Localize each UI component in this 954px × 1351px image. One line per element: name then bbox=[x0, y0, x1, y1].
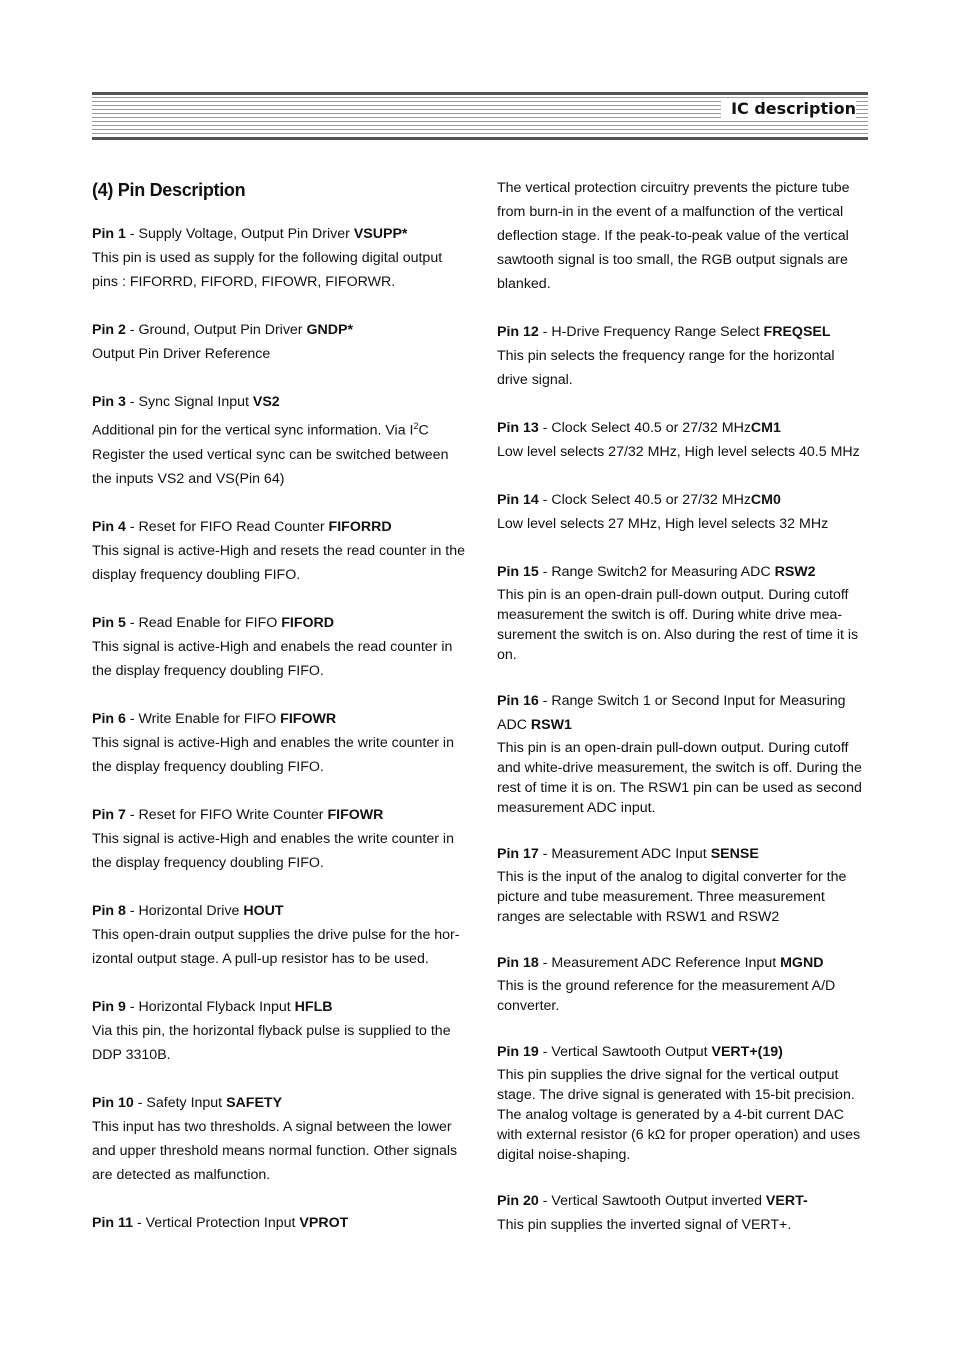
pin-signal: VS2 bbox=[252, 394, 280, 410]
header-rule bbox=[92, 137, 868, 140]
pin-entry bbox=[92, 611, 470, 683]
pin-description: Additional pin for the vertical sync information. Via $I^2C$ Register the used vertical sync can be switched between the inputs VS2 and VS(Pin 64) bbox=[92, 421, 449, 487]
pin-number: Pin 5 bbox=[92, 614, 126, 631]
pin-number: Pin 17 bbox=[497, 846, 539, 862]
pin-number: Pin 11 bbox=[92, 1214, 134, 1231]
pin-number: Pin 2 bbox=[92, 322, 126, 338]
header-rule bbox=[92, 133, 868, 134]
pin-number: Pin 4 bbox=[92, 518, 126, 535]
pin-function: - Range Switch 1 or Second Input for Measuring ADC bbox=[497, 693, 846, 733]
pin-entry bbox=[497, 488, 869, 536]
pin-signal: FIFORD bbox=[281, 614, 335, 631]
page-header bbox=[92, 92, 868, 140]
pin-number: Pin 13 bbox=[497, 420, 539, 436]
pin-number: Pin 6 bbox=[92, 710, 126, 727]
header-rule bbox=[92, 125, 868, 126]
pin-description: This signal is active-High and enables the write counter in the display frequency doubling FIFO. bbox=[92, 830, 454, 871]
pin-description: Output Pin Driver Reference bbox=[92, 346, 271, 362]
pin-description: This is the input of the analog to digital converter for the picture and tube measurement. Three measurement ranges are selectable with RSW1 and RSW2 bbox=[497, 869, 847, 925]
pin-description: Low level selects 27 MHz, High level selects 32 MHz bbox=[497, 516, 829, 532]
pin-entry bbox=[92, 1211, 470, 1235]
pin-signal: RSW1 bbox=[530, 717, 572, 733]
pin-signal: RSW2 bbox=[774, 564, 816, 580]
pin-signal: MGND bbox=[780, 955, 824, 971]
pin-function: - Vertical Sawtooth Output bbox=[538, 1044, 712, 1060]
pin-number: Pin 20 bbox=[497, 1193, 539, 1209]
pin-signal: FREQSEL bbox=[763, 324, 831, 340]
pin-description: This pin selects the frequency range for the horizontal drive signal. bbox=[497, 348, 835, 388]
pin-description: This pin supplies the inverted signal of VERT+. bbox=[497, 1217, 792, 1233]
pin-entry bbox=[497, 416, 869, 464]
pin-description: This pin is an open-drain pull-down output. During cutoff measurement the switch is off. During white drive mea-surement the switch is on. Also during the rest of time it is on. bbox=[497, 587, 859, 663]
pin-description: This signal is active-High and enabels the read counter in the display frequency doubling FIFO. bbox=[92, 638, 453, 679]
pin-signal: VSUPP* bbox=[353, 226, 408, 242]
pin-function: - Reset for FIFO Read Counter bbox=[125, 518, 329, 535]
pin-entry bbox=[92, 318, 470, 366]
pin-signal: CM1 bbox=[750, 420, 781, 436]
pin-signal: FIFORRD bbox=[328, 518, 392, 535]
pin-entry bbox=[92, 899, 470, 971]
pin-number: Pin 7 bbox=[92, 806, 126, 823]
pin-signal: SAFETY bbox=[226, 1094, 283, 1111]
pin-signal: VERT+(19) bbox=[711, 1044, 783, 1060]
pin-function: - Reset for FIFO Write Counter bbox=[125, 806, 328, 823]
pin-function: - H-Drive Frequency Range Select bbox=[538, 324, 764, 340]
pin-description: This signal is active-High and enables the write counter in the display frequency doubling FIFO. bbox=[92, 734, 454, 775]
pin-entry bbox=[497, 560, 869, 665]
pin-number: Pin 19 bbox=[497, 1044, 539, 1060]
pin-function: - Vertical Sawtooth Output inverted bbox=[538, 1193, 766, 1209]
pin-entry bbox=[497, 1189, 869, 1237]
pin-function: - Horizontal Drive bbox=[125, 902, 244, 919]
pin-number: Pin 15 bbox=[497, 564, 539, 580]
header-rule bbox=[92, 92, 868, 95]
pin-entry bbox=[92, 515, 470, 587]
pin-function: - Clock Select 40.5 or 27/32 MHz bbox=[538, 492, 751, 508]
pin-entry bbox=[92, 1091, 470, 1187]
left-column bbox=[92, 178, 470, 1259]
pin-number: Pin 8 bbox=[92, 902, 126, 919]
pin-entry bbox=[497, 1040, 869, 1165]
pin-signal: SENSE bbox=[710, 846, 759, 862]
section-title: (4) Pin Description bbox=[92, 180, 246, 200]
pin-number: Pin 12 bbox=[497, 324, 539, 340]
pin-number: Pin 1 bbox=[92, 226, 126, 242]
pin-signal: GNDP* bbox=[306, 322, 353, 338]
pin-number: Pin 10 bbox=[92, 1094, 134, 1111]
pin-entry bbox=[92, 390, 470, 491]
pin-entry bbox=[92, 222, 470, 294]
pin-description: This input has two thresholds. A signal between the lower and upper threshold means normal function. Other signals are detected as malfunction. bbox=[92, 1118, 458, 1183]
pin-description: This is the ground reference for the measurement A/D converter. bbox=[497, 978, 836, 1014]
pin-function: - Range Switch2 for Measuring ADC bbox=[538, 564, 775, 580]
header-title: IC description bbox=[721, 100, 856, 118]
pin-function: - Horizontal Flyback Input bbox=[125, 998, 295, 1015]
pin-description: Via this pin, the horizontal flyback pulse is supplied to the DDP 3310B. bbox=[92, 1022, 451, 1063]
pin-signal: HOUT bbox=[243, 902, 284, 919]
pin-function: - Write Enable for FIFO bbox=[125, 710, 281, 727]
pin-entry bbox=[497, 842, 869, 927]
pin-function: - Vertical Protection Input bbox=[133, 1214, 300, 1231]
pin-description: This pin is an open-drain pull-down output. During cutoff and white-drive measurement, the switch is off. During the rest of time it is on. The RSW1 pin can be used as second measurement ADC input. bbox=[497, 740, 862, 816]
pin-signal: FIFOWR bbox=[327, 806, 384, 823]
pin-function: - Sync Signal Input bbox=[125, 394, 253, 410]
pin-description: Low level selects 27/32 MHz, High level selects 40.5 MHz bbox=[497, 444, 860, 460]
header-rule bbox=[92, 97, 868, 98]
pin-entry bbox=[92, 803, 470, 875]
pin-entry bbox=[497, 689, 869, 818]
pin-description: This pin supplies the drive signal for the vertical output stage. The drive signal is generated with 15-bit precision. The analog voltage is generated by a 4-bit current DAC with external resistor (6 kΩ for proper operation) and uses digital noise-shaping. bbox=[497, 1067, 861, 1163]
right-column bbox=[497, 176, 869, 1261]
pin-function: - Measurement ADC Reference Input bbox=[538, 955, 781, 971]
pin-entry bbox=[497, 320, 869, 392]
pin-signal: HFLB bbox=[294, 998, 333, 1015]
pin-number: Pin 9 bbox=[92, 998, 126, 1015]
pin-entry bbox=[92, 707, 470, 779]
pin-description: This open-drain output supplies the drive pulse for the hor-izontal output stage. A pull-up resistor has to be used. bbox=[92, 926, 460, 967]
pin-function: - Ground, Output Pin Driver bbox=[125, 322, 307, 338]
pin-signal: CM0 bbox=[750, 492, 781, 508]
pin-number: Pin 18 bbox=[497, 955, 539, 971]
pin-function: - Safety Input bbox=[133, 1094, 227, 1111]
pin-signal: VERT- bbox=[765, 1193, 808, 1209]
header-rule bbox=[92, 129, 868, 130]
pin-number: Pin 3 bbox=[92, 394, 126, 410]
pin-signal: FIFOWR bbox=[280, 710, 337, 727]
pin-number: Pin 14 bbox=[497, 492, 539, 508]
pin-function: - Supply Voltage, Output Pin Driver bbox=[125, 226, 354, 242]
pin-function: - Measurement ADC Input bbox=[538, 846, 711, 862]
pin-entry bbox=[92, 995, 470, 1067]
pin-description: This pin is used as supply for the following digital output pins : FIFORRD, FIFORD, FIFOWR, FIFORWR. bbox=[92, 250, 443, 290]
pin-function: - Clock Select 40.5 or 27/32 MHz bbox=[538, 420, 751, 436]
pin-description: This signal is active-High and resets the read counter in the display frequency doubling FIFO. bbox=[92, 542, 466, 583]
vprot-description: The vertical protection circuitry prevents the picture tube from burn-in in the event of a malfunction of the vertical deflection stage. If the peak-to-peak value of the vertical sawtooth signal is too small, the RGB output signals are blanked. bbox=[497, 180, 850, 292]
pin-entry bbox=[497, 951, 869, 1016]
header-rule bbox=[92, 121, 868, 122]
pin-signal: VPROT bbox=[299, 1214, 349, 1231]
pin-number: Pin 16 bbox=[497, 693, 539, 709]
pin-function: - Read Enable for FIFO bbox=[125, 614, 282, 631]
